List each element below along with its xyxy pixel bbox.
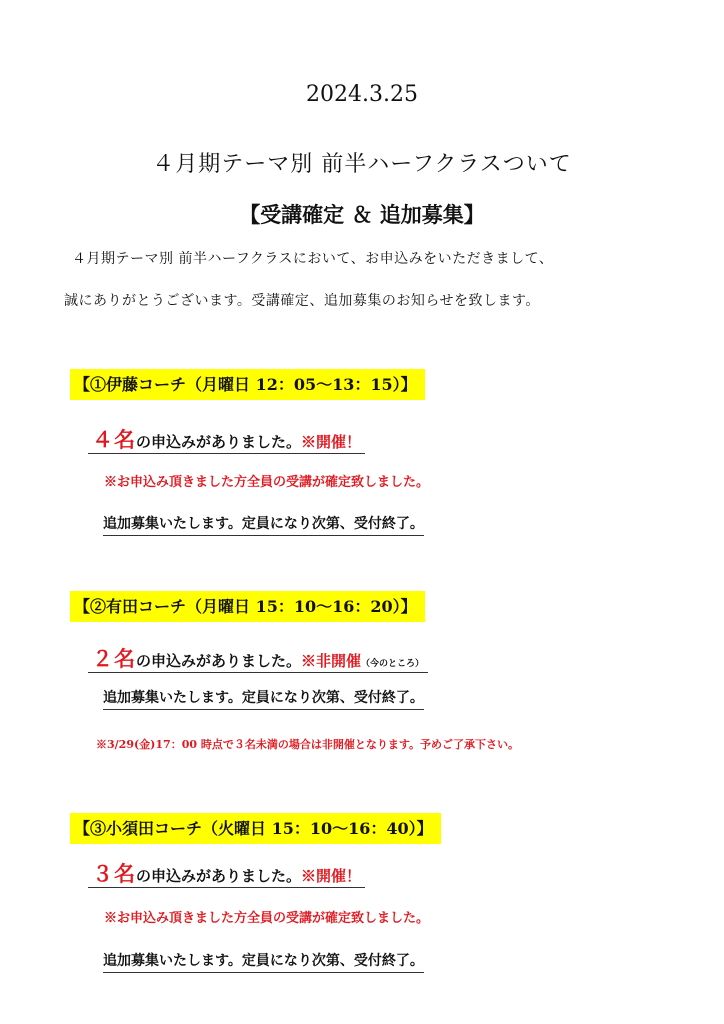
section-1: [70, 372, 425, 395]
section-1-count-line: [88, 424, 365, 454]
section-3-count-line: [88, 858, 365, 888]
document-date: 2024.3.25: [306, 82, 418, 107]
section-2-recruit-wrap: [103, 687, 424, 707]
section-2-status-note: （今のところ）: [361, 659, 425, 669]
section-3-count-text: の申込みがありました。: [136, 867, 302, 885]
section-1-status: ※開催！: [301, 433, 362, 451]
section-2-recruit: 追加募集いたします。定員になり次第、受付終了。: [103, 690, 424, 710]
section-1-count: ４名: [92, 427, 136, 452]
section-3-count: ３名: [92, 861, 136, 886]
section-2-count-text: の申込みがありました。: [136, 652, 302, 670]
intro-line-1: ４月期テーマ別 前半ハーフクラスにおいて、お申込みをいただきまして、: [72, 251, 554, 267]
section-2: [70, 594, 425, 617]
section-2-heading: 【②有田コーチ（月曜日 15：10〜16：20）】: [70, 591, 425, 622]
section-3-heading: 【③小須田コーチ（火曜日 15：10〜16：40）】: [70, 813, 441, 844]
section-2-count: ２名: [92, 646, 136, 671]
section-3-confirm: ※お申込み頂きました方全員の受講が確定致しました。: [104, 911, 430, 926]
section-1-recruit: 追加募集いたします。定員になり次第、受付終了。: [103, 516, 424, 536]
section-3-recruit-wrap: [103, 950, 424, 970]
section-1-confirm: ※お申込み頂きました方全員の受講が確定致しました。: [104, 475, 430, 490]
document-title: ４月期テーマ別 前半ハーフクラスついて: [152, 152, 572, 177]
intro-line-2: 誠にありがとうございます。受講確定、追加募集のお知らせを致します。: [64, 293, 540, 309]
section-3: [70, 816, 441, 839]
section-1-recruit-wrap: [103, 513, 424, 533]
section-1-count-text: の申込みがありました。: [136, 433, 302, 451]
section-3-recruit: 追加募集いたします。定員になり次第、受付終了。: [103, 953, 424, 973]
section-1-heading: 【①伊藤コーチ（月曜日 12：05〜13：15）】: [70, 369, 425, 400]
section-2-status: ※非開催: [301, 652, 362, 670]
section-3-status: ※開催！: [301, 867, 362, 885]
document-subtitle: 【受講確定 ＆ 追加募集】: [239, 202, 485, 227]
section-2-count-line: [88, 643, 428, 673]
section-2-note: ※3/29(金)17：00 時点で３名未満の場合は非開催となります。予めご了承下さい。: [96, 738, 519, 751]
